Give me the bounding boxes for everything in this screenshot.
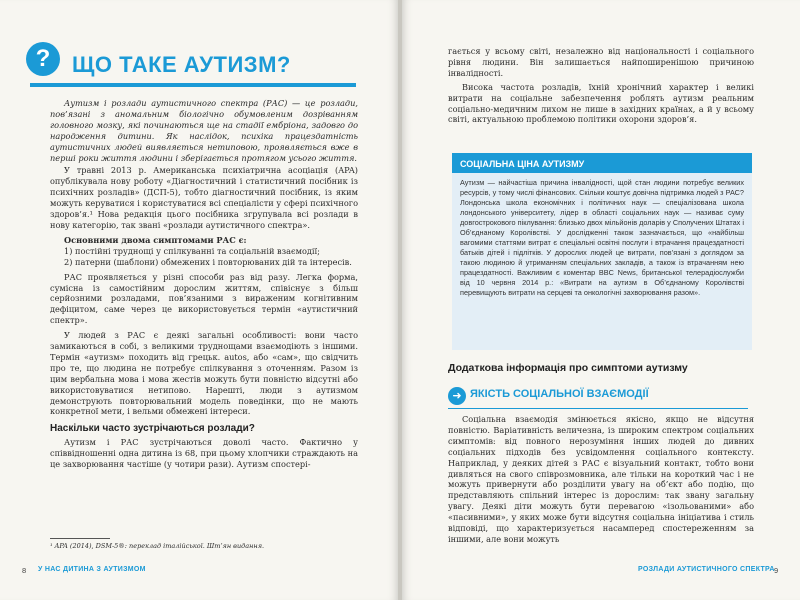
page-title: ЩО ТАКЕ АУТИЗМ? <box>72 52 291 77</box>
arrow-right-icon: ➜ <box>448 387 466 405</box>
footnote: ¹ APA (2014), DSM-5®: переклад італійської. Шт’ян видання. <box>50 542 265 550</box>
paragraph-frequency: Аутизм і РАС зустрічаються доволі часто. Фактично у співвідношенні одна дитина із 68, при цьому хлопчики страждають на це захворювання частіше (у чотири рази). Аутизм спостері- <box>50 437 358 470</box>
paragraph-features: У людей з РАС є деякі загальні особливості: вони часто замикаються в собі, з великими труднощами взаємодіють з іншими. Термін «аутизм» походить від грецьк. autos, або «сам», що свідчить про те, що людина не потребує спілкування з оточенням. Разом із цим вербальна мова і мова жестів можуть бути повністю відсутні або використовуватися нетипово. Нарешті, люди з аутизмом демонструють повторювальний модель поведінки, що не мають конкретної мети, і вельми обмежені інтереси. <box>50 330 358 417</box>
page-number: 9 <box>774 566 779 575</box>
box-text: Аутизм — найчастіша причина інвалідності, щой стан людини потребує великих ресурсів, у тому числі фінансових. Скільки коштує довічна підтримка людей з РАС? Лондонська школа економічних і політичних наук — спеціалізована школа лондонського університету, лідер в області соціальних наук — називає суму довгострокового піклування: близько двох мільйонів доларів у Сполучених Штатах і Об’єднаному Королівстві. У дослідженні також зазначається, що «найбільш вагомими статтями витрат є спеціальні освітні послуги і втрачання працездатності батьків дітей і підлітків. У дорослих людей це витрати, пов’язані з доглядом за такою людиною й утриманням спеціальних закладів, а також із втрачанням нею працездатності. Важливим є коментар BBC News, британської телерадіослужби від 10 червня 2014 р.: «Витрати на аутизм в Об’єднаному Королівстві перевищують витрати на серцеві та онкологічні захворювання разом». <box>460 178 744 297</box>
paragraph-intro: Аутизм і розлади аутистичного спектра (РАС) — це розлади, пов’язані з аномальним біологічно обумовленим дозріванням головного мозку, які починаються ще на стадії ембріона, задовго до народження дитини. Як наслідок, психіка працездатність аутистичних людей виявляється нетиповою, проявляється вже в перші роки життя людини і зберігається протягом усього життя. <box>50 98 358 163</box>
symptoms-heading: Основними двома симптомами РАС є: <box>64 234 247 245</box>
paragraph-social: Соціальна взаємодія змінюється якісно, якщо не відсутня повністю. Варіативність величезна, із широким спектром соціальних симптомів: від повного нерозуміння інших людей до дивних соціальних підходів без усвідомлення соціального контексту. Наприклад, у деяких дітей з РАС є візуальний контакт, тобто вони дивляться на свого співрозмовника, але тільки на короткий час і не можуть привернути або розділити увагу на об’єкт або подію, що представляють спільний інтерес із дорослим: так звану загальну увагу. Деякі діти можуть бути перевагою «ізольованими» або «пасивними», у яких може бути відсутня соціальна ініціатива і стиль відповіді, що характеризується насамперед спостереженням за іншими, але вони можуть <box>448 414 754 544</box>
title-underline <box>30 83 356 87</box>
section-underline <box>448 408 748 409</box>
right-top-text <box>448 46 754 125</box>
paragraph-apa: У травні 2013 р. Американська психіатрична асоціація (APA) опублікувала нову роботу «Діагностичний і статистичний посібник із психічних розладів» (ДСП-5), тобто діагностичний посібник, із яким можуть керуватися і користуватися всі спеціалісти у сфері психічного здоров’я.¹ Нова редакція цього посібника згрупувала всі розлади в нову категорію, так звані «розлади аутистичного спектра». <box>50 165 358 230</box>
running-footer: РОЗЛАДИ АУТИСТИЧНОГО СПЕКТРА <box>638 566 775 573</box>
left-page <box>0 0 398 600</box>
page-number: 8 <box>22 566 27 575</box>
running-footer: У НАС ДИТИНА З АУТИЗМОМ <box>38 566 146 573</box>
symptom-item: 2) патерни (шаблони) обмежених і повторюваних дій та інтересів. <box>64 256 352 267</box>
right-page <box>402 0 800 600</box>
section-heading-frequency: Наскільки часто зустрічаються розлади? <box>50 423 255 435</box>
box-title: СОЦІАЛЬНА ЦІНА АУТИЗМУ <box>452 156 752 173</box>
question-icon: ? <box>26 42 60 76</box>
footnote-divider <box>50 538 110 539</box>
left-body <box>50 98 358 470</box>
paragraph-spectrum: РАС проявляється у різні способи раз від разу. Легка форма, сумісна із самостійним дорослим життям, співіснує з більш серйозними розладами, пов’язаними з вираженим когнітивним дефіцитом, саме через це використовується термін «аутистичний спектр». <box>50 271 358 326</box>
sidebar-box-social-cost <box>452 153 752 350</box>
right-bottom-text <box>448 414 754 545</box>
paragraph-continued: гається у всьому світі, незалежно від національності і соціального рівня людини. Він залишається найпоширенішою причиною інвалідності. <box>448 46 754 78</box>
section-title-social: ЯКІСТЬ СОЦІАЛЬНОЇ ВЗАЄМОДІЇ <box>470 388 649 400</box>
extra-info-heading: Додаткова інформація про симптоми аутизму <box>448 362 688 374</box>
symptom-item: 1) постійні труднощі у спілкуванні та соціальній взаємодії; <box>64 245 320 256</box>
paragraph-cost: Висока частота розладів, їхній хронічний характер і великі витрати на соціальне забезпечення роблять аутизм реальним соціально-медичним лихом не лише в західних країнах, а й у всьому світі, актуальною проблемою політики охорони здоров’я. <box>448 81 754 125</box>
